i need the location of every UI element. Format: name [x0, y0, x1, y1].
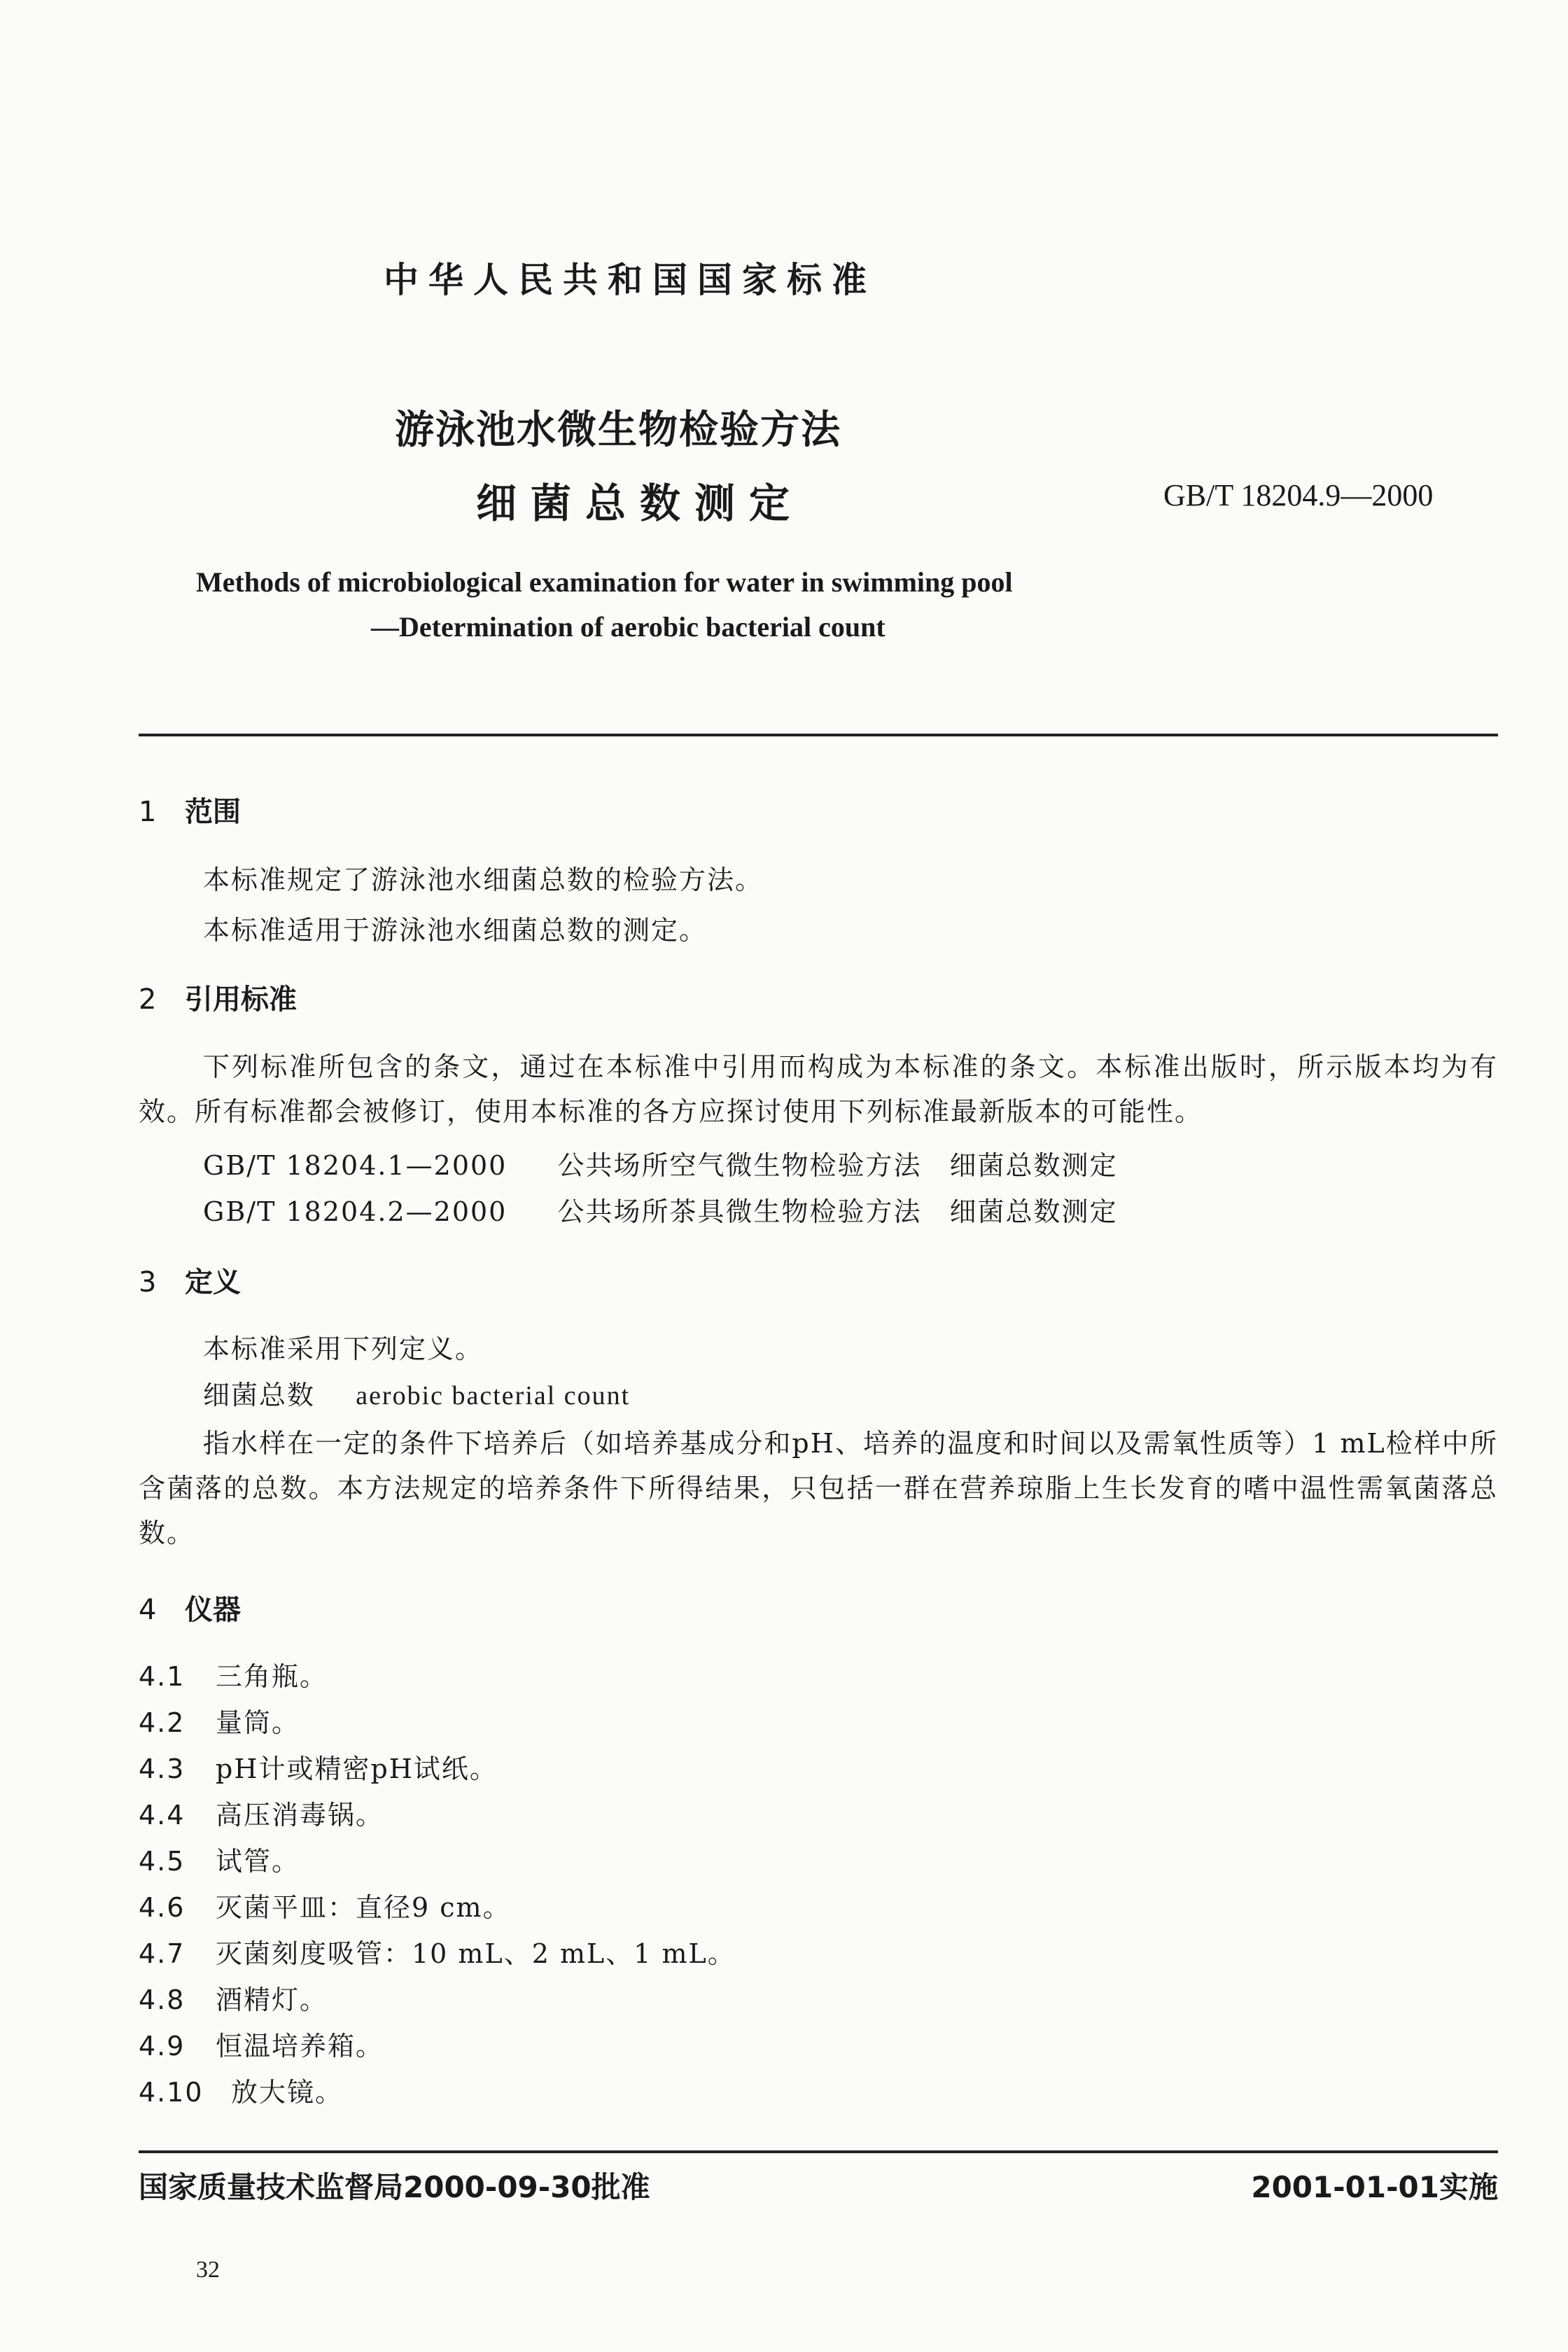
item-text: 恒温培养箱。	[216, 2031, 384, 2062]
item-text: 高压消毒锅。	[216, 1800, 384, 1830]
instrument-item	[139, 1655, 328, 1693]
instrument-item	[139, 1793, 384, 1832]
definition-paragraph: 指水样在一定的条件下培养后（如培养基成分和pH、培养的温度和时间以及需氧性质等）1 mL检样中所含菌落的总数。本方法规定的培养条件下所得结果，只包括一群在营养琼脂上生长发育的嗜中温性需氧菌落总数。	[139, 1428, 1498, 1548]
item-number: 4.4	[139, 1800, 186, 1830]
section-heading-2	[139, 977, 297, 1017]
item-text: 灭菌平皿：直径9 cm。	[216, 1892, 511, 1923]
item-text: 量筒。	[216, 1707, 300, 1738]
document-title-line2: 细菌总数测定	[476, 479, 804, 527]
term-en: aerobic bacterial count	[356, 1381, 631, 1410]
header-divider	[139, 734, 1498, 736]
item-number: 4.1	[139, 1661, 186, 1692]
english-title-line2: —Determination of aerobic bacterial count	[371, 611, 886, 643]
term-cn: 细菌总数	[203, 1380, 316, 1410]
section-number: 4	[139, 1594, 157, 1626]
reference-code: GB/T 18204.2—2000	[203, 1196, 507, 1227]
section-heading-1	[139, 790, 241, 830]
document-title-line1: 游泳池水微生物检验方法	[395, 407, 841, 453]
item-number: 4.2	[139, 1707, 186, 1738]
item-text: 放大镜。	[231, 2077, 344, 2108]
reference-code: GB/T 18204.1—2000	[203, 1150, 507, 1181]
definition-intro: 本标准采用下列定义。	[203, 1334, 484, 1364]
standard-number: GB/T 18204.9—2000	[1163, 478, 1434, 512]
reference-title: 公共场所空气微生物检验方法 细菌总数测定	[557, 1150, 1118, 1181]
section-heading-3	[139, 1260, 241, 1300]
item-text: 试管。	[216, 1846, 300, 1877]
section-number: 2	[139, 983, 157, 1016]
item-number: 4.5	[139, 1846, 186, 1877]
item-number: 4.3	[139, 1754, 186, 1784]
paragraph-line: 本标准规定了游泳池水细菌总数的检验方法。	[203, 864, 764, 895]
item-number: 4.7	[139, 1938, 186, 1969]
item-text: 酒精灯。	[216, 1984, 328, 2015]
item-number: 4.10	[139, 2077, 204, 2108]
footer-divider	[139, 2150, 1498, 2153]
item-text: 三角瓶。	[216, 1661, 328, 1692]
item-number: 4.9	[139, 2031, 186, 2062]
section-title: 范围	[185, 796, 241, 828]
instrument-item	[139, 1978, 328, 2017]
section-number: 3	[139, 1266, 157, 1298]
instrument-item	[139, 2071, 343, 2109]
english-title-line1: Methods of microbiological examination for water in swimming pool	[196, 566, 1013, 598]
implementation-date: 2001-01-01实施	[1251, 2170, 1498, 2204]
section-heading-4	[139, 1588, 241, 1628]
instrument-item	[139, 1701, 300, 1740]
paragraph-line: 本标准适用于游泳池水细菌总数的测定。	[203, 915, 708, 946]
national-standard-heading: 中华人民共和国国家标准	[384, 260, 876, 300]
item-number: 4.8	[139, 1984, 186, 2015]
approval-line: 国家质量技术监督局2000-09-30批准	[139, 2170, 650, 2204]
reference-item	[203, 1190, 1118, 1228]
instrument-item	[139, 1840, 300, 1878]
item-number: 4.6	[139, 1892, 186, 1923]
reference-title: 公共场所茶具微生物检验方法 细菌总数测定	[557, 1196, 1118, 1227]
instrument-item	[139, 1747, 498, 1786]
reference-item	[203, 1144, 1118, 1182]
section-title: 定义	[185, 1266, 241, 1298]
term-line	[203, 1373, 630, 1412]
section-title: 仪器	[185, 1594, 241, 1626]
references-paragraph: 下列标准所包含的条文，通过在本标准中引用而构成为本标准的条文。本标准出版时，所示版本均为有效。所有标准都会被修订，使用本标准的各方应探讨使用下列标准最新版本的可能性。	[139, 1051, 1498, 1127]
instrument-item	[139, 2024, 384, 2063]
section-number: 1	[139, 796, 157, 828]
page-number: 32	[196, 2257, 220, 2283]
instrument-item	[139, 1886, 511, 1924]
instrument-item	[139, 1932, 736, 1970]
item-text: pH计或精密pH试纸。	[216, 1754, 498, 1784]
section-title: 引用标准	[185, 983, 297, 1016]
item-text: 灭菌刻度吸管：10 mL、2 mL、1 mL。	[216, 1938, 736, 1969]
